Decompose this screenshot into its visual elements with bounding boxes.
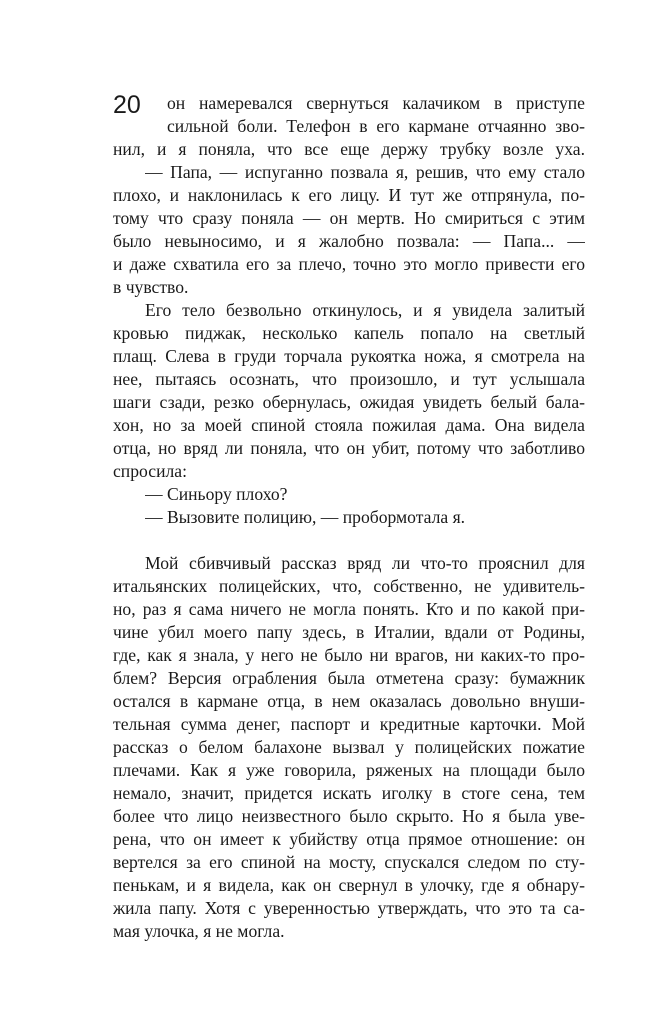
page-number: 20 — [113, 91, 141, 119]
text-line: остался в кармане отца, в нем оказалась довольно внуши- — [113, 691, 585, 711]
text-line: нил, и я поняла, что все еще держу трубку возле уха. — [113, 139, 585, 159]
text-line: — Вызовите полицию, — пробормотала я. — [145, 507, 466, 527]
text-line: более что лицо неизвестного было скрыто. Но я была уве- — [113, 806, 585, 826]
text-line: отца, но вряд ли поняла, что он убит, потому что заботливо — [113, 438, 585, 458]
text-line: мая улочка, я не могла. — [113, 921, 285, 941]
text-line: и даже схватила его за плечо, точно это могло привести его — [113, 254, 585, 274]
text-line: где, как я знала, у него не было ни врагов, ни каких-то про- — [113, 645, 585, 665]
text-line: рассказ о белом балахоне вызвал у полицейских пожатие — [113, 737, 585, 757]
text-line: Мой сбивчивый рассказ вряд ли что-то прояснил для — [145, 553, 585, 573]
text-line: — Папа, — испуганно позвала я, решив, что ему стало — [145, 162, 585, 182]
text-line: тому что сразу поняла — он мертв. Но смириться с этим — [113, 208, 585, 228]
text-line: хон, но за моей спиной стояла пожилая дама. Она видела — [113, 415, 585, 435]
text-line: рена, что он имеет к убийству отца прямое отношение: он — [113, 829, 585, 849]
text-line: Его тело безвольно откинулось, и я увидела залитый — [145, 300, 585, 320]
text-line: пенькам, и я видела, как он свернул в улочку, где я обнару- — [113, 875, 585, 895]
text-line: нее, пытаясь осознать, что произошло, и тут услышала — [113, 369, 585, 389]
text-line: шаги сзади, резко обернулась, ожидая увидеть белый бала- — [113, 392, 585, 412]
text-line: — Синьору плохо? — [145, 484, 288, 504]
text-line: плечами. Как я уже говорила, ряженых на площади было — [113, 760, 585, 780]
text-line: тельная сумма денег, паспорт и кредитные карточки. Мой — [113, 714, 585, 734]
text-line: в чувство. — [113, 277, 189, 297]
text-line: итальянских полицейских, что, собственно, не удивитель- — [113, 576, 585, 596]
text-line: он намеревался свернуться калачиком в приступе — [167, 93, 585, 113]
text-line: чине убил моего папу здесь, в Италии, вдали от Родины, — [113, 622, 585, 642]
text-line: спросила: — [113, 461, 187, 481]
text-line: немало, значит, придется искать иголку в стоге сена, тем — [113, 783, 585, 803]
text-line: было невыносимо, и я жалобно позвала: — Папа... — — [113, 231, 585, 251]
text-line: вертелся за его спиной на мосту, спускался следом по сту- — [113, 852, 585, 872]
text-line: плащ. Слева в груди торчала рукоятка ножа, я смотрела на — [113, 346, 585, 366]
text-line: но, раз я сама ничего не могла понять. Кто и по какой при- — [113, 599, 585, 619]
text-line: сильной боли. Телефон в его кармане отчаянно зво- — [167, 116, 585, 136]
text-line: кровью пиджак, несколько капель попало на светлый — [113, 323, 585, 343]
text-line: блем? Версия ограбления была отметена сразу: бумажник — [113, 668, 585, 688]
text-line: жила папу. Хотя с уверенностью утверждать, что это та са- — [113, 898, 585, 918]
text-line: плохо, и наклонилась к его лицу. И тут же отпрянула, по- — [113, 185, 585, 205]
